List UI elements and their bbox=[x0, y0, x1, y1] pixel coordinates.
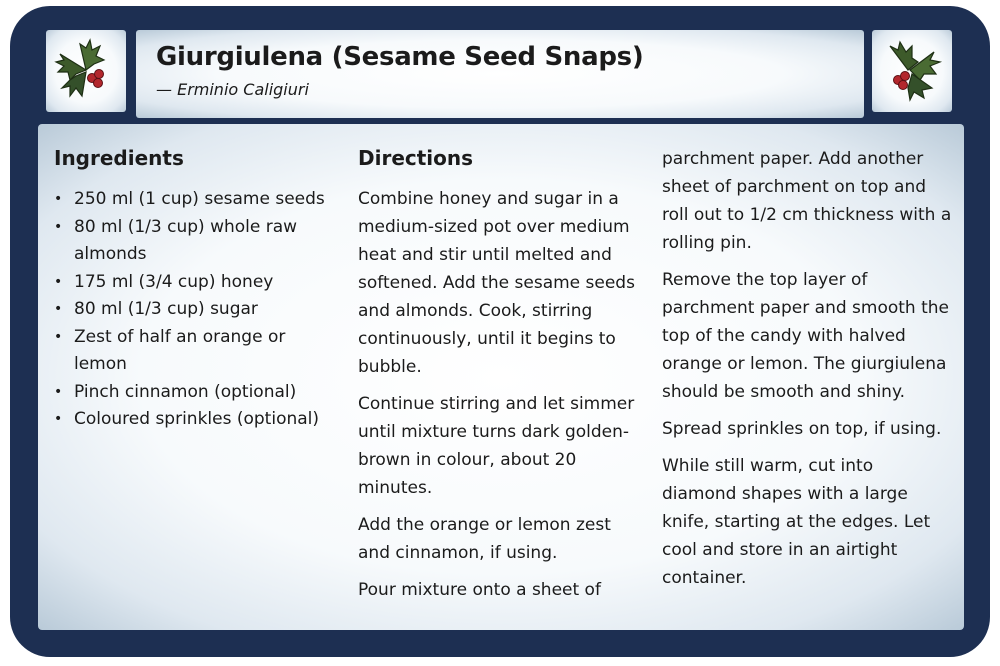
direction-step: Pour mixture onto a sheet of bbox=[358, 580, 601, 600]
recipe-header bbox=[136, 30, 864, 118]
direction-step: Continue stirring and let simmer until mixture turns dark golden-brown in colour, about 20 minutes. bbox=[358, 394, 635, 498]
ingredient-item: • 80 ml (1/3 cup) whole raw almonds bbox=[54, 214, 340, 269]
direction-step: Combine honey and sugar in a medium-sized pot over medium heat and stir until melted and softened. Add the sesame seeds and almonds. Cook, stirring continuously, until it begins to bubble. bbox=[358, 189, 635, 377]
ingredient-item: • 175 ml (3/4 cup) honey bbox=[54, 269, 340, 297]
direction-step: Remove the top layer of parchment paper and smooth the top of the candy with halved orange or lemon. The giurgiulena should be smooth and shiny. bbox=[662, 270, 950, 402]
holly-icon bbox=[872, 30, 952, 112]
recipe-author: — Erminio Caligiuri bbox=[156, 80, 309, 99]
ingredients-heading: Ingredients bbox=[54, 146, 184, 170]
ingredients-list bbox=[54, 186, 340, 434]
direction-step: parchment paper. Add another sheet of parchment on top and roll out to 1/2 cm thickness with a rolling pin. bbox=[662, 149, 952, 253]
directions-column-1 bbox=[358, 185, 648, 613]
direction-step: Add the orange or lemon zest and cinnamon, if using. bbox=[358, 515, 611, 563]
ingredient-item: • 80 ml (1/3 cup) sugar bbox=[54, 296, 340, 324]
holly-icon bbox=[46, 30, 126, 112]
direction-step: While still warm, cut into diamond shapes with a large knife, starting at the edges. Let cool and store in an airtight container. bbox=[662, 456, 931, 588]
recipe-title: Giurgiulena (Sesame Seed Snaps) bbox=[156, 42, 644, 72]
direction-step: Spread sprinkles on top, if using. bbox=[662, 419, 942, 439]
ingredient-item: • Coloured sprinkles (optional) bbox=[54, 406, 340, 434]
ingredient-item: • Pinch cinnamon (optional) bbox=[54, 379, 340, 407]
recipe-body bbox=[38, 124, 964, 630]
directions-column-2 bbox=[662, 145, 952, 601]
ingredient-item: • 250 ml (1 cup) sesame seeds bbox=[54, 186, 340, 214]
ingredient-item: • Zest of half an orange or lemon bbox=[54, 324, 340, 379]
directions-heading: Directions bbox=[358, 146, 474, 170]
